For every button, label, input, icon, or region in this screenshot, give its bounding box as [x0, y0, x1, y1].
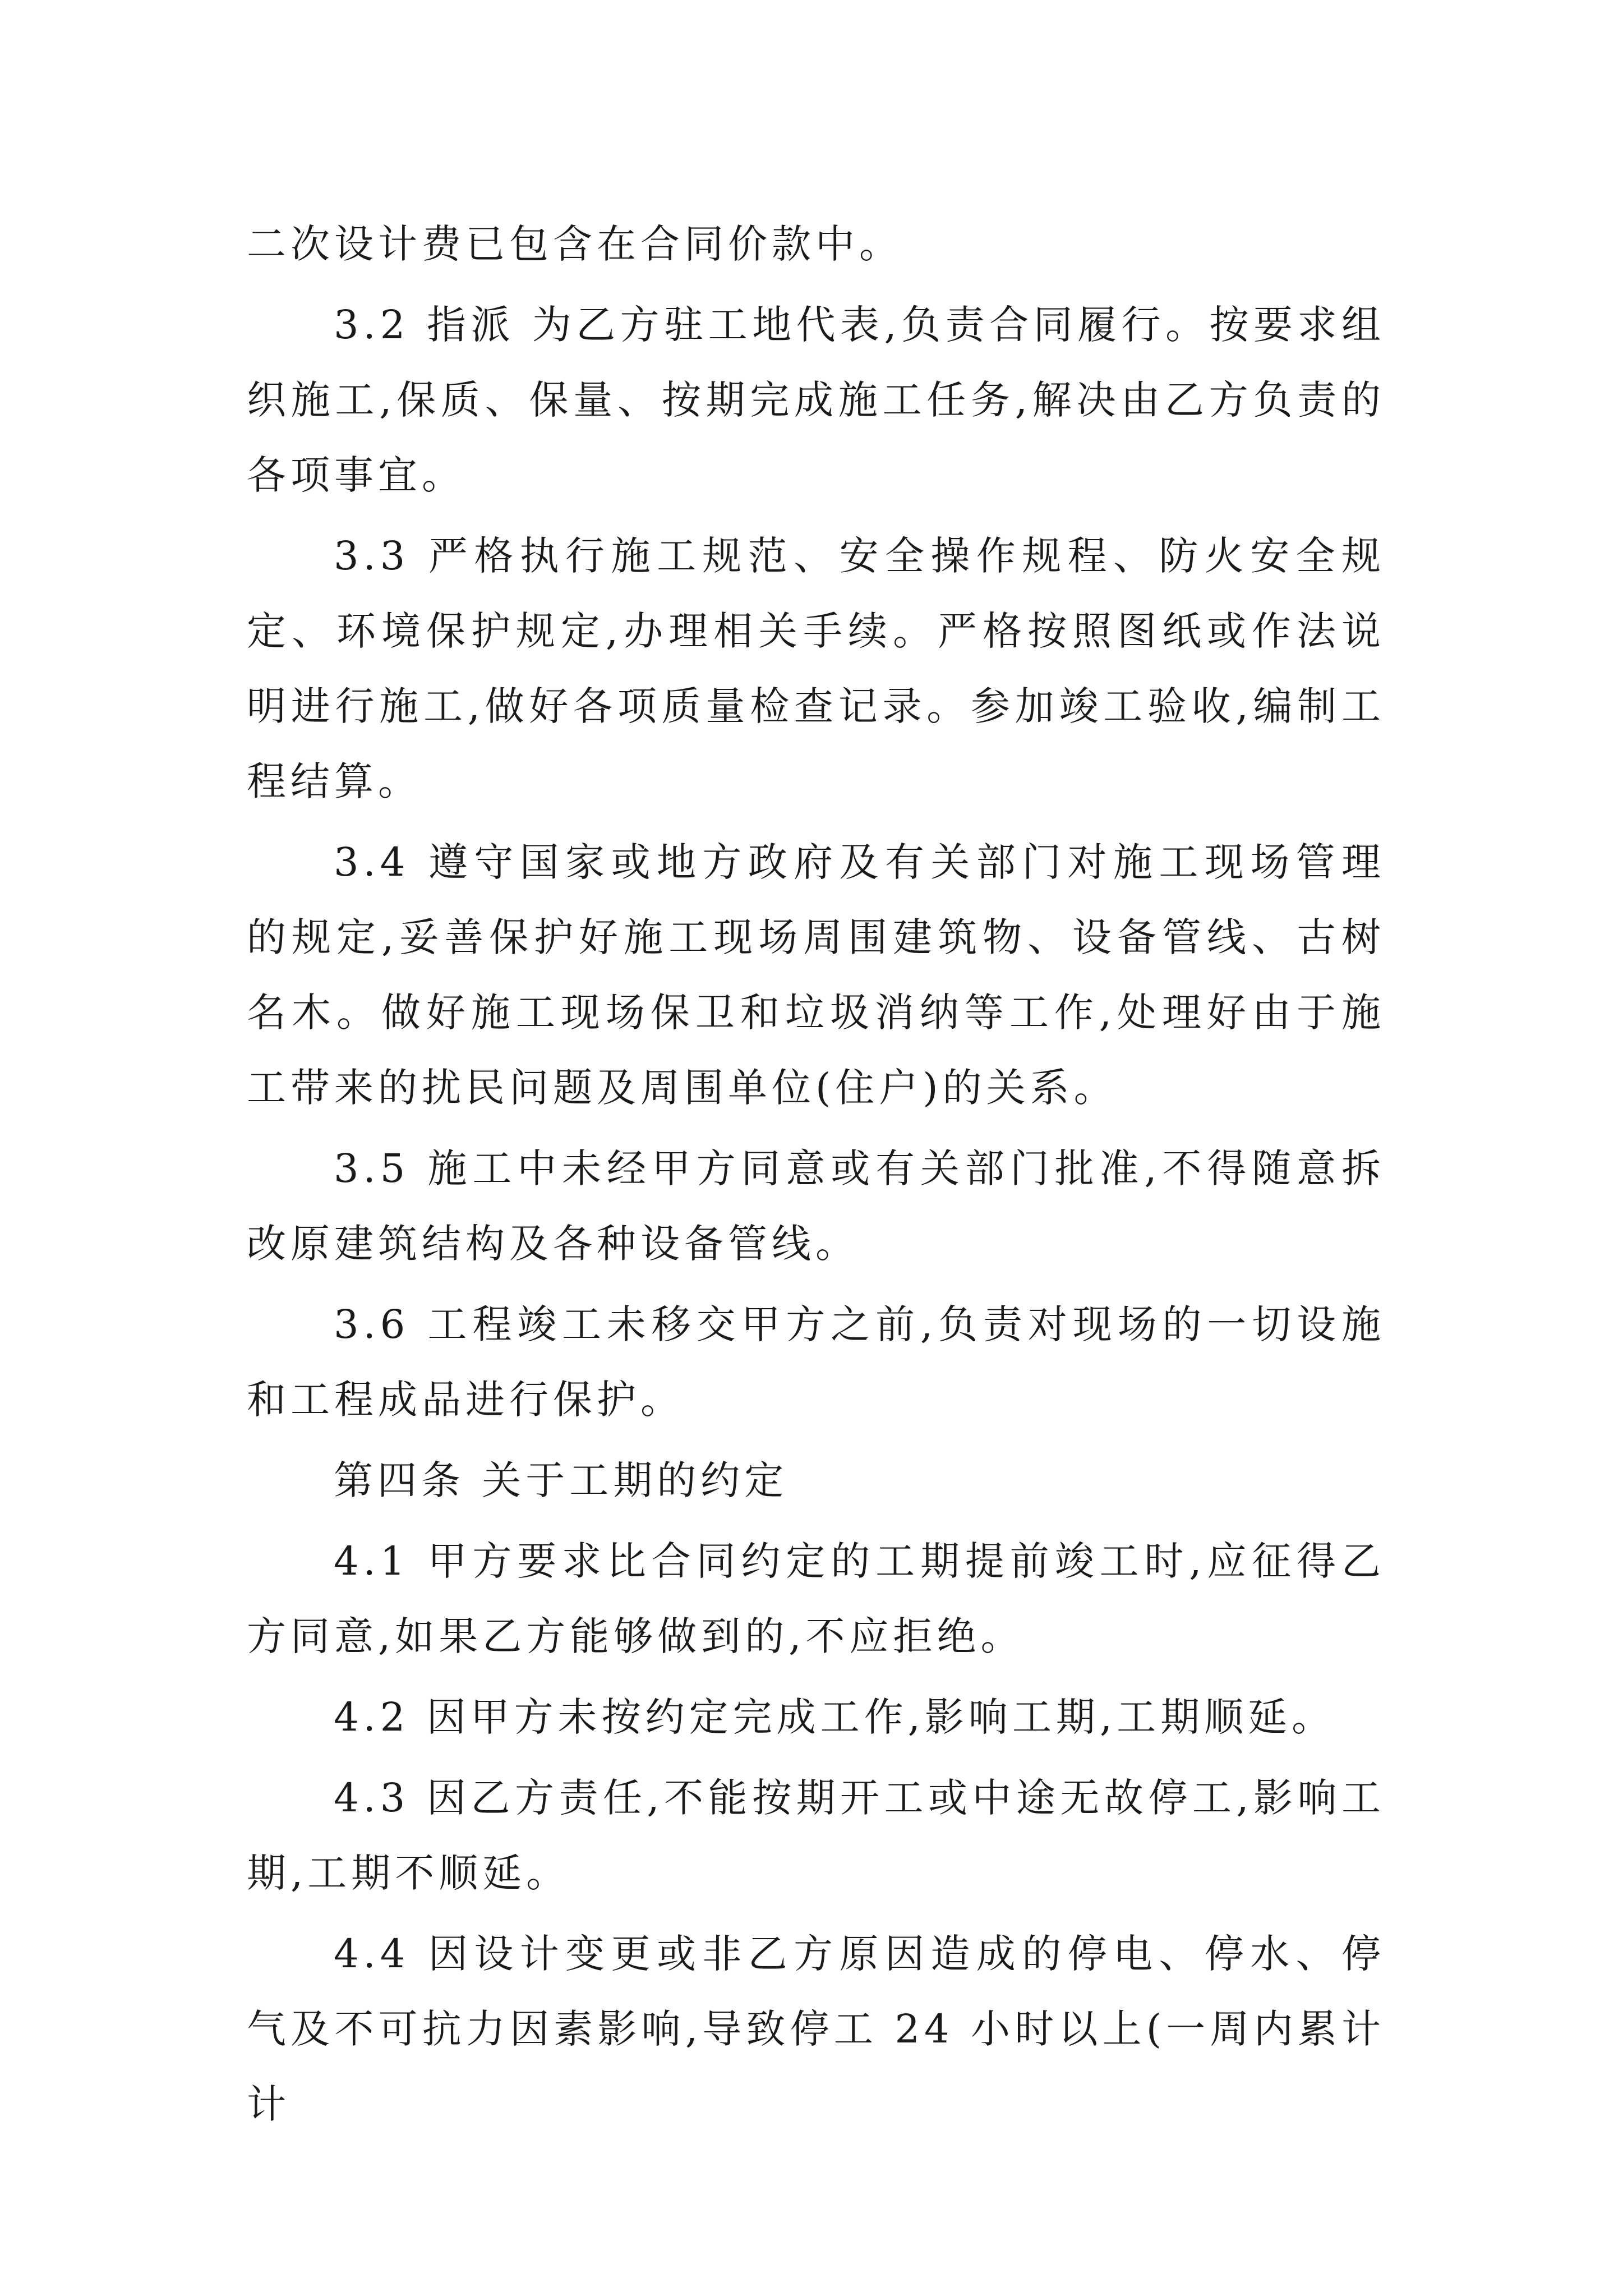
paragraph-3-3: 3.3 严格执行施工规范、安全操作规程、防火安全规定、环境保护规定,办理相关手续。严格按照图纸或作法说明进行施工,做好各项质量检查记录。参加竣工验收,编制工程结算。 [247, 533, 1385, 804]
paragraph-3-6: 3.6 工程竣工未移交甲方之前,负责对现场的一切设施和工程成品进行保护。 [247, 1301, 1385, 1423]
paragraph-4-3: 4.3 因乙方责任,不能按期开工或中途无故停工,影响工期,工期不顺延。 [247, 1775, 1385, 1896]
paragraph-4-1: 4.1 甲方要求比合同约定的工期提前竣工时,应征得乙方同意,如果乙方能够做到的,不应拒绝。 [247, 1538, 1385, 1659]
document-body [247, 206, 1385, 2147]
paragraph-1: 二次设计费已包含在合同价款中。 [247, 221, 903, 267]
paragraph-4-2: 4.2 因甲方未按约定完成工作,影响工期,工期顺延。 [334, 1694, 1336, 1740]
paragraph-3-2: 3.2 指派 为乙方驻工地代表,负责合同履行。按要求组织施工,保质、保量、按期完成施工任务,解决由乙方负责的各项事宜。 [247, 302, 1385, 498]
section-heading-article-4: 第四条 关于工期的约定 [334, 1457, 789, 1503]
paragraph-4-4: 4.4 因设计变更或非乙方原因造成的停电、停水、停气及不可抗力因素影响,导致停工 24 小时以上(一周内累计计 [247, 1931, 1385, 2127]
paragraph-3-4: 3.4 遵守国家或地方政府及有关部门对施工现场管理的规定,妥善保护好施工现场周围建筑物、设备管线、古树名木。做好施工现场保卫和垃圾消纳等工作,处理好由于施工带来的扰民问题及周围单位(住户)的关系。 [247, 839, 1385, 1111]
paragraph-3-5: 3.5 施工中未经甲方同意或有关部门批准,不得随意拆改原建筑结构及各种设备管线。 [247, 1145, 1385, 1267]
